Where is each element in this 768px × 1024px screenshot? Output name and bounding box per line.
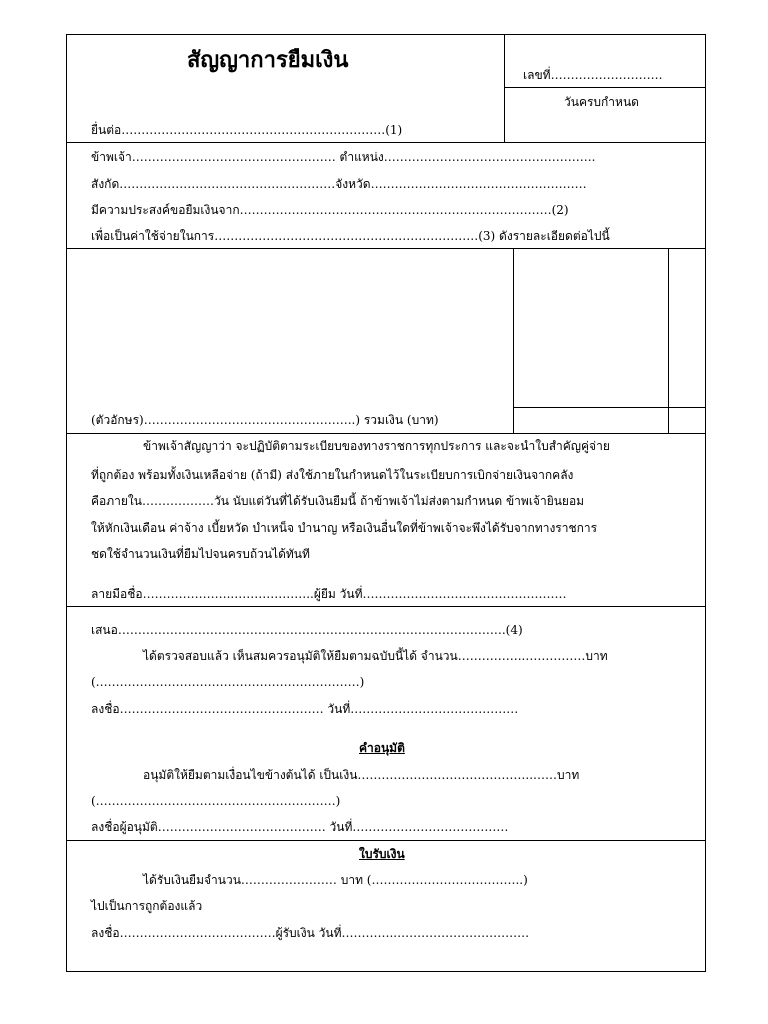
section-divider-1: [67, 142, 705, 143]
loan-source-field[interactable]: มีความประสงค์ขอยืมเงินจาก……………………………………………………………………(2): [91, 203, 569, 217]
agreement-line-4: ให้หักเงินเดือน ค่าจ้าง เบี้ยหวัด บำเหน็จ บำนาญ หรือเงินอื่นใดที่ข้าพเจ้าจะพึงได้รับจากทางราชการ: [91, 521, 598, 535]
propose-to-field[interactable]: เสนอ…………………………………………………………………………………….(4): [91, 623, 523, 637]
section-divider-3: [67, 433, 705, 434]
section-divider-5: [67, 840, 705, 841]
agreement-line-3: คือภายใน………………วัน นับแต่วันที่ได้รับเงินยืมนี้ ถ้าข้าพเจ้าไม่ส่งตามกำหนด ข้าพเจ้ายินยอม: [91, 494, 585, 508]
submit-to-field[interactable]: ยื่นต่อ…………………………………………………………(1): [91, 123, 403, 137]
details-column-divider-2: [668, 248, 669, 433]
checked-amount-field[interactable]: ได้ตรวจสอบแล้ว เห็นสมควรอนุมัติให้ยืมตามฉบับนี้ได้ จำนวน……………..……………บาท: [143, 649, 608, 663]
agreement-line-5: ชดใช้จำนวนเงินที่ยืมไปจนครบถ้วนได้ทันที: [91, 547, 310, 561]
affiliation-field[interactable]: สังกัด………………………………………………จังหวัด………………………………………………: [91, 177, 587, 191]
header-divider: [504, 35, 505, 142]
borrower-signature-field[interactable]: ลายมือชื่อ…………………..………………..ผู้ยืม วันที่……………………………………………: [91, 587, 567, 601]
receiver-signature-field[interactable]: ลงชื่อ…………………………………ผู้รับเงิน วันที่…………..……………………………: [91, 926, 530, 940]
agreement-line-1: ข้าพเจ้าสัญญาว่า จะปฏิบัติตามระเบียบของทางราชการทุกประการ และจะนำใบสำคัญคู่จ่าย: [143, 439, 610, 453]
details-total-divider: [513, 407, 705, 408]
approver-signature-field[interactable]: ลงชื่อผู้อนุมัติ…………………………………… วันที่…………………………………: [91, 820, 509, 834]
loan-contract-form: [66, 34, 706, 972]
approval-heading: คำอนุมัติ: [359, 741, 405, 755]
form-title: สัญญาการยืมเงิน: [187, 47, 349, 73]
amount-in-words-field[interactable]: (ตัวอักษร)……………………………………………..) รวมเงิน (บาท): [91, 413, 439, 427]
document-number-field[interactable]: เลขที่……………………….: [523, 68, 663, 82]
due-date-label: วันครบกำหนด: [564, 95, 639, 109]
section-divider-2: [67, 248, 705, 249]
approved-amount-words-field[interactable]: (……………………………………………………): [91, 794, 341, 808]
section-divider-4: [67, 606, 705, 607]
checker-signature-field[interactable]: ลงชื่อ…………………………………………… วันที่……………………………………: [91, 702, 519, 716]
expense-purpose-field[interactable]: เพื่อเป็นค่าใช้จ่ายในการ…………………………………………………………(3) ดังรายละเอียดต่อไปนี้: [91, 229, 610, 243]
received-amount-field[interactable]: ได้รับเงินยืมจำนวน…………………… บาท (………………………………..): [143, 873, 528, 887]
approved-amount-field[interactable]: อนุมัติให้ยืมตามเงื่อนไขข้างต้นได้ เป็นเงิน……………………………………..……บาท: [143, 768, 580, 782]
agreement-line-2: ที่ถูกต้อง พร้อมทั้งเงินเหลือจ่าย (ถ้ามี) ส่งใช้ภายในกำหนดไว้ในระเบียบการเบิกจ่ายเงินจากคลัง: [91, 468, 574, 482]
checked-amount-words-field[interactable]: (…………………………………………………………): [91, 675, 365, 689]
received-purpose-text: ไปเป็นการถูกต้องแล้ว: [91, 899, 203, 913]
details-column-divider-1: [513, 248, 514, 433]
number-box-divider: [504, 87, 705, 88]
receipt-heading: ใบรับเงิน: [359, 847, 405, 861]
borrower-name-field[interactable]: ข้าพเจ้า…………………………………………… ตำแหน่ง……………………………………………..: [91, 150, 596, 164]
